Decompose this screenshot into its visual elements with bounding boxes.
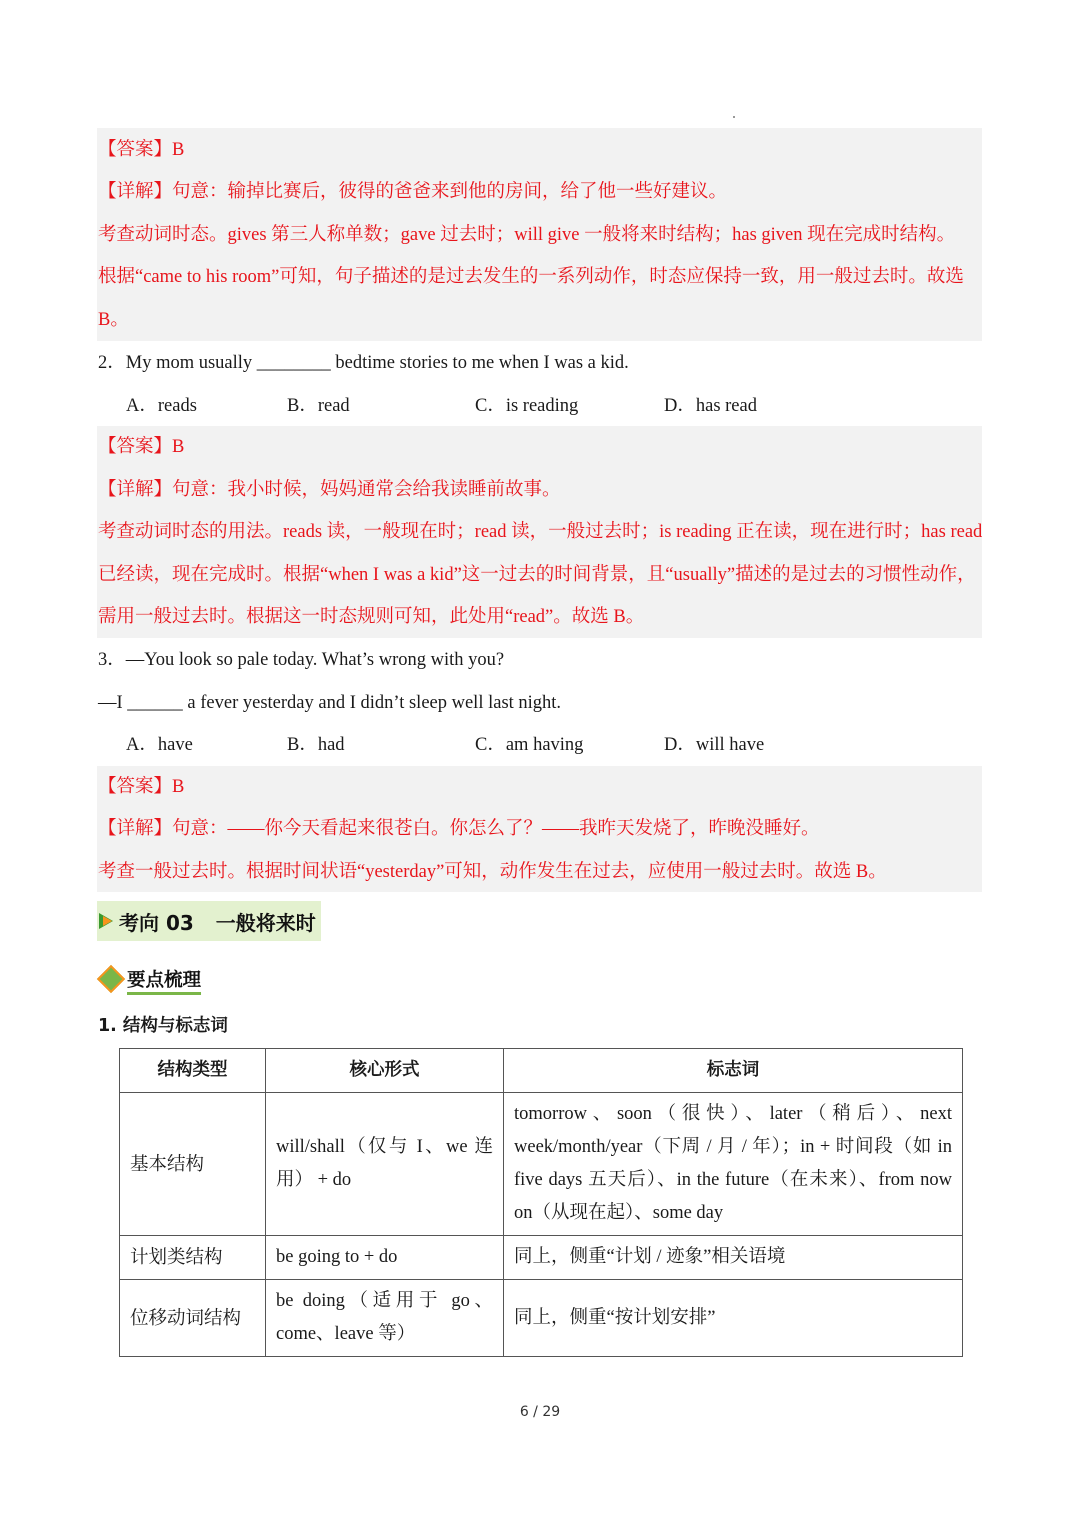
q2-stem: 2．My mom usually ________ bedtime stories to me when I was a kid. bbox=[98, 353, 629, 373]
q3-option-a: A．have bbox=[126, 735, 193, 755]
key-points-heading bbox=[97, 962, 201, 996]
q3-option-b: B．had bbox=[287, 735, 345, 755]
q3-detail: 【详解】句意：——你今天看起来很苍白。你怎么了？——我昨天发烧了，昨晚没睡好。 bbox=[98, 819, 820, 839]
q2-detail: 【详解】句意：我小时候，妈妈通常会给我读睡前故事。 bbox=[98, 480, 561, 500]
row-type: 位移动词结构 bbox=[120, 1280, 266, 1357]
q2-option-c: C．is reading bbox=[475, 396, 579, 416]
q2-explain-line-3: 需用一般过去时。根据这一时态规则可知，此处用“read”。故选 B。 bbox=[98, 607, 645, 627]
diamond-icon bbox=[97, 965, 125, 993]
q3-option-d: D．will have bbox=[664, 735, 765, 755]
q3-stem-line-1: 3．—You look so pale today. What’s wrong with you? bbox=[98, 650, 505, 670]
table-title: 1. 结构与标志词 bbox=[98, 1016, 228, 1036]
q1-explain-line-1: 考查动词时态。gives 第三人称单数；gave 过去时；will give 一般将来时结构；has given 现在完成时结构。 bbox=[98, 225, 956, 245]
key-points-label: 要点梳理 bbox=[127, 970, 202, 991]
header-type: 结构类型 bbox=[120, 1049, 266, 1093]
q2-explain-line-2: 已经读，现在完成时。根据“when I was a kid”这一过去的时间背景，且“usually”描述的是过去的习惯性动作， bbox=[98, 565, 976, 585]
q1-detail: 【详解】句意：输掉比赛后，彼得的爸爸来到他的房间，给了他一些好建议。 bbox=[98, 182, 728, 202]
q1-answer: 【答案】B bbox=[98, 140, 185, 160]
q2-option-b: B．read bbox=[287, 396, 350, 416]
page-number: 6 / 29 bbox=[519, 1404, 561, 1420]
row-type: 计划类结构 bbox=[120, 1236, 266, 1280]
row-markers: tomorrow、soon（很快）、later（稍后）、next week/month/year（下周 / 月 / 年）；in + 时间段（如 in five days 五天后）、in the future（在未来）、from now on（从现在起）、some day bbox=[504, 1093, 963, 1236]
play-arrow-accent-icon bbox=[103, 916, 112, 926]
q2-option-a: A．reads bbox=[126, 396, 197, 416]
section-title: 一般将来时 bbox=[215, 910, 316, 935]
q2-explain-line-1: 考查动词时态的用法。reads 读，一般现在时；read 读，一般过去时；is reading 正在读，现在进行时；has read bbox=[98, 522, 983, 542]
table-row bbox=[120, 1280, 963, 1357]
row-form: will/shall（仅与 I、we 连用） + do bbox=[266, 1093, 504, 1236]
page-dot-mark bbox=[733, 116, 735, 118]
row-markers: 同上，侧重“计划 / 迹象”相关语境 bbox=[504, 1236, 963, 1280]
header-form: 核心形式 bbox=[266, 1049, 504, 1093]
q2-option-d: D．has read bbox=[664, 396, 757, 416]
section-label: 考向 03 bbox=[119, 910, 194, 935]
q3-option-c: C．am having bbox=[475, 735, 584, 755]
structure-table bbox=[119, 1048, 963, 1357]
section-heading bbox=[97, 901, 321, 941]
row-type: 基本结构 bbox=[120, 1093, 266, 1236]
header-markers: 标志词 bbox=[504, 1049, 963, 1093]
q3-stem-line-2: —I ______ a fever yesterday and I didn’t sleep well last night. bbox=[98, 693, 562, 713]
table-header-row bbox=[120, 1049, 963, 1093]
table-row bbox=[120, 1236, 963, 1280]
row-markers: 同上，侧重“按计划安排” bbox=[504, 1280, 963, 1357]
row-form: be doing（适用于 go、come、leave 等） bbox=[266, 1280, 504, 1357]
q1-explain-line-2: 根据“came to his room”可知，句子描述的是过去发生的一系列动作，时态应保持一致，用一般过去时。故选 bbox=[98, 267, 964, 287]
table-row bbox=[120, 1093, 963, 1236]
q3-explain-line-1: 考查一般过去时。根据时间状语“yesterday”可知，动作发生在过去，应使用一般过去时。故选 B。 bbox=[98, 862, 887, 882]
q2-answer: 【答案】B bbox=[98, 437, 185, 457]
q3-answer: 【答案】B bbox=[98, 777, 185, 797]
row-form: be going to + do bbox=[266, 1236, 504, 1280]
q1-explain-line-3: B。 bbox=[98, 310, 129, 330]
